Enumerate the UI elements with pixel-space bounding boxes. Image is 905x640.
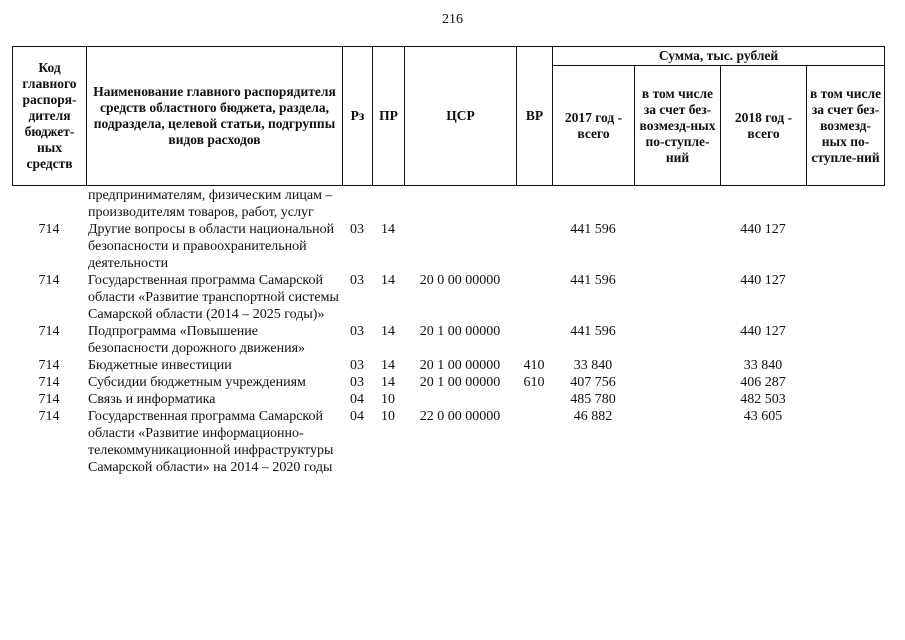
cell-csr: 22 0 00 00000: [419, 409, 501, 424]
header-2018-gratis: в том числе за счет без-возмезд-ных по-ступле-ний: [807, 66, 885, 186]
cell-name: Связь и информатика: [88, 392, 216, 407]
cell-rz: 04: [350, 409, 364, 424]
cell-2017-gratis: [634, 374, 720, 391]
cell-2018-gratis: [806, 408, 884, 476]
cell-2017-gratis: [634, 187, 720, 221]
header-2018-total: 2018 год - всего: [721, 66, 807, 186]
header-csr: ЦСР: [405, 47, 517, 186]
cell-name: Государственная программа Самарской области «Развитие транспортной системы Самарской области (2014 – 2025 годы)»: [88, 273, 339, 322]
cell-pr: 10: [381, 392, 395, 407]
cell-2018-gratis: [806, 272, 884, 323]
cell-code: 714: [38, 375, 60, 390]
cell-2018-gratis: [806, 187, 884, 221]
table-row: [12, 357, 884, 374]
cell-2018-gratis: [806, 391, 884, 408]
cell-rz: 03: [350, 358, 364, 373]
cell-csr: 20 0 00 00000: [419, 273, 501, 288]
cell-vr: [516, 272, 552, 323]
table-row: [12, 391, 884, 408]
cell-name: Бюджетные инвестиции: [88, 358, 232, 373]
cell-pr: 14: [381, 324, 395, 339]
cell-name: Государственная программа Самарской области «Развитие информационно-телекоммуникационной инфраструктуры Самарской области» на 2014 – 2020 годы: [88, 409, 334, 475]
cell-2018-total: [720, 187, 806, 221]
cell-csr: [404, 221, 516, 272]
cell-2018-total: 440 127: [740, 222, 786, 237]
header-2017-gratis: в том числе за счет без-возмезд-ных по-ступле-ний: [635, 66, 721, 186]
cell-name: предпринимателям, физическим лицам – производителям товаров, работ, услуг: [88, 188, 333, 220]
cell-2017-total: 46 882: [573, 409, 613, 424]
cell-rz: 03: [350, 273, 364, 288]
table-row: [12, 374, 884, 391]
cell-name: Другие вопросы в области национальной безопасности и правоохранительной деятельности: [88, 222, 335, 271]
cell-vr: [516, 323, 552, 357]
cell-rz: 03: [350, 324, 364, 339]
cell-pr: 10: [381, 409, 395, 424]
cell-2018-total: 440 127: [740, 324, 786, 339]
table-row: [12, 323, 884, 357]
cell-2017-gratis: [634, 221, 720, 272]
cell-2017-total: 441 596: [570, 222, 616, 237]
table-body: [12, 187, 884, 476]
cell-2018-total: 440 127: [740, 273, 786, 288]
cell-name: Субсидии бюджетным учреждениям: [88, 375, 306, 390]
cell-code: 714: [38, 273, 60, 288]
cell-csr: 20 1 00 00000: [419, 375, 501, 390]
cell-2017-total: [552, 187, 634, 221]
cell-code: 714: [38, 324, 60, 339]
cell-code: 714: [38, 409, 60, 424]
header-rz: Рз: [343, 47, 373, 186]
table-header: [12, 46, 885, 186]
cell-code: 714: [38, 358, 60, 373]
cell-csr: 20 1 00 00000: [419, 358, 501, 373]
page-number: 216: [442, 12, 463, 27]
cell-2018-total: 406 287: [740, 375, 786, 390]
cell-vr: [516, 221, 552, 272]
cell-pr: 14: [381, 358, 395, 373]
cell-rz: 03: [350, 375, 364, 390]
cell-2017-total: 441 596: [570, 324, 616, 339]
cell-2018-total: 43 605: [743, 409, 783, 424]
cell-name: Подпрограмма «Повышение безопасности дорожного движения»: [88, 324, 306, 356]
cell-csr: 20 1 00 00000: [419, 324, 501, 339]
cell-2017-gratis: [634, 357, 720, 374]
header-2017-total: 2017 год - всего: [553, 66, 635, 186]
cell-2018-gratis: [806, 357, 884, 374]
cell-2018-gratis: [806, 374, 884, 391]
cell-2017-total: 407 756: [570, 375, 616, 390]
cell-code: 714: [38, 392, 60, 407]
cell-2017-gratis: [634, 391, 720, 408]
cell-vr: 610: [523, 375, 545, 390]
cell-2018-total: 33 840: [743, 358, 783, 373]
table-row: [12, 272, 884, 323]
table-row: [12, 221, 884, 272]
cell-pr: 14: [381, 222, 395, 237]
cell-2018-total: 482 503: [740, 392, 786, 407]
cell-rz: [342, 187, 372, 221]
header-vr: ВР: [517, 47, 553, 186]
header-name: Наименование главного распорядителя средств областного бюджета, раздела, подраздела, целевой статьи, подгруппы видов расходов: [87, 47, 343, 186]
cell-vr: 410: [523, 358, 545, 373]
cell-pr: [372, 187, 404, 221]
table-row: [12, 408, 884, 476]
cell-code: [12, 187, 86, 221]
cell-2017-gratis: [634, 272, 720, 323]
cell-vr: [516, 391, 552, 408]
cell-2018-gratis: [806, 323, 884, 357]
header-pr: ПР: [373, 47, 405, 186]
header-sum: Сумма, тыс. рублей: [553, 47, 885, 66]
cell-vr: [516, 408, 552, 476]
cell-pr: 14: [381, 273, 395, 288]
cell-code: 714: [38, 222, 60, 237]
cell-rz: 03: [350, 222, 364, 237]
cell-2017-gratis: [634, 408, 720, 476]
cell-csr: [404, 187, 516, 221]
cell-pr: 14: [381, 375, 395, 390]
cell-2017-total: 33 840: [573, 358, 613, 373]
header-code: Код главного распоря-дителя бюджет-ных средств: [13, 47, 87, 186]
cell-2017-total: 485 780: [570, 392, 616, 407]
cell-vr: [516, 187, 552, 221]
cell-csr: [404, 391, 516, 408]
cell-2017-gratis: [634, 323, 720, 357]
cell-2017-total: 441 596: [570, 273, 616, 288]
cell-rz: 04: [350, 392, 364, 407]
cell-2018-gratis: [806, 221, 884, 272]
table-row: [12, 187, 884, 221]
